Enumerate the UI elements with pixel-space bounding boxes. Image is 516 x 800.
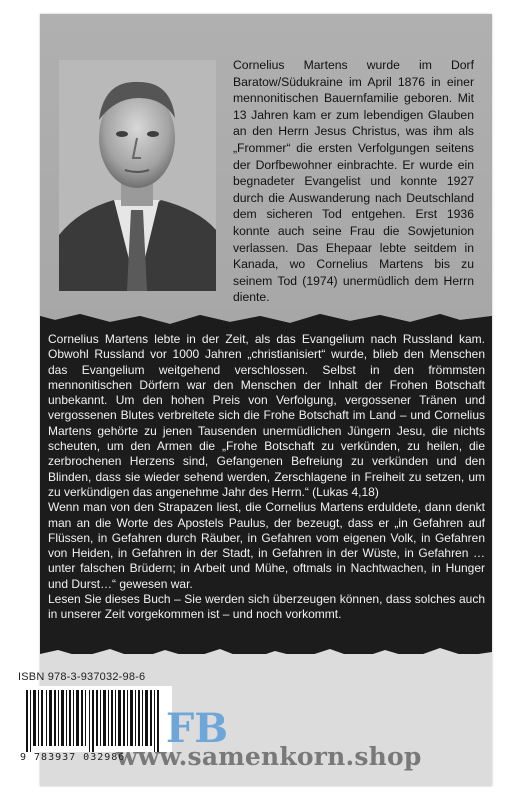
paragraph-2: Wenn man von den Strapazen liest, die Cornelius Martens erduldete, dann denkt man an die Worte des Apostels Paulus, der bezeugt, dass er „in Gefahren auf Flüssen, in Gefahren durch Räuber, in Gefahren vom eigenen Volk, in Gefahren von Heiden, in Gefahren in der Stadt, in Gefahren in der Wüste, in Gefahren … unter falschen Brüdern; in Arbeit und Mühe, oftmals in Nachtwachen, in Hunger und Durst…“ gewesen war. bbox=[48, 500, 485, 591]
watermark: www.samenkorn.shop bbox=[116, 742, 422, 771]
isbn-label: ISBN 978-3-937032-98-6 bbox=[18, 671, 146, 683]
barcode-digits: 9 783937 032986 bbox=[20, 752, 126, 763]
back-cover-text bbox=[48, 332, 485, 623]
portrait-illustration bbox=[59, 60, 216, 291]
author-portrait bbox=[59, 60, 216, 291]
publisher-logo-text: FB bbox=[165, 705, 229, 752]
paragraph-1: Cornelius Martens lebte in der Zeit, als das Evangelium nach Russland kam. Obwohl Russland vor 1000 Jahren „christianisiert“ wurde, blieb den Menschen das Evangelium weitgehend verschlossen. Selbst in den frömmsten mennonitischen Dörfern war den Menschen der Inhalt der Frohen Botschaft unbekannt. Um den hohen Preis von Verfolgung, vergossener Tränen und vergossenen Blutes verbreitete sich die Frohe Botschaft im Land – und Cornelius Martens gehörte zu jenen Tausenden unermüdlichen Jüngern Jesu, die nichts scheuten, um den Armen die „Frohe Botschaft zu verkünden, zu heilen, die zerbrochenen Herzens sind, Gefangenen Befreiung zu verkünden und den Blinden, dass sie wieder sehend werden, Zerschlagene in Freiheit zu setzen, um zu verkündigen das angenehme Jahr des Herrn.“ (Lukas 4,18) bbox=[48, 332, 485, 499]
paragraph-3: Lesen Sie dieses Buch – Sie werden sich überzeugen können, dass solches auch in unserer Zeit vorgekommen ist – und noch vorkommt. bbox=[48, 592, 485, 622]
author-bio: Cornelius Martens wurde im Dorf Baratow/Südukraine im April 1876 in einer mennonitischen Bauernfamilie geboren. Mit 13 Jahren kam er zum lebendigen Glauben an den Herrn Jesus Christus, was ihm als „Frommer“ die ersten Verfolgungen seitens der Dorfbewohner einbrachte. Er wurde ein begnadeter Evangelist und konnte 1927 durch die Auswanderung nach Deutschland dem sicheren Tod entgehen. Erst 1936 konnte auch seine Frau die Sowjetunion verlassen. Das Ehepaar lebte seitdem in Kanada, wo Cornelius Martens bis zu seinem Tod (1974) unermüdlich dem Herrn diente. bbox=[233, 58, 474, 305]
